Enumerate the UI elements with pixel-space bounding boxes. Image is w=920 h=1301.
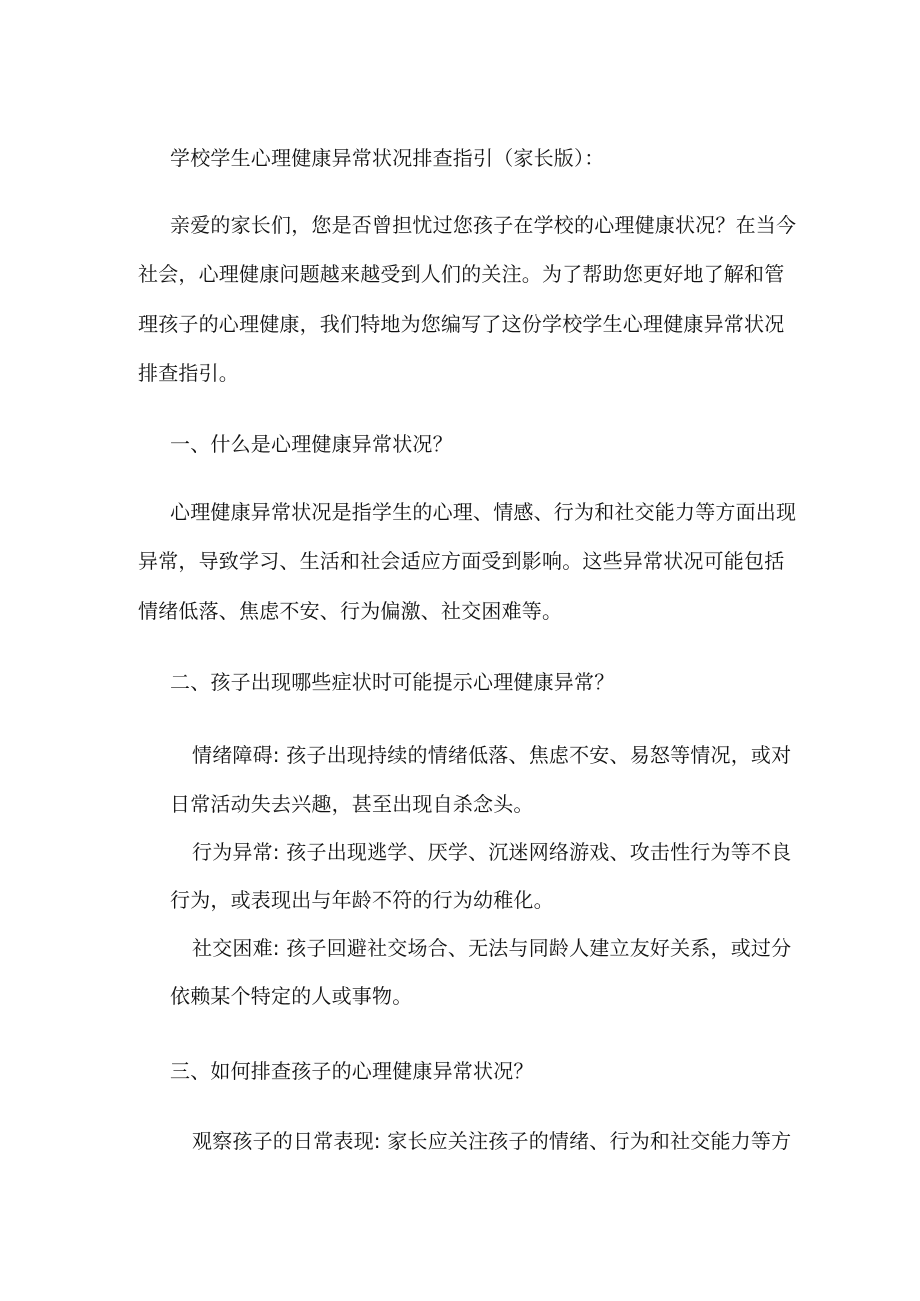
section2-item2-line-2: 行为，或表现出与年龄不符的行为幼稚化。 (170, 888, 554, 912)
section3-line-1: 观察孩子的日常表现: 家长应关注孩子的情绪、行为和社交能力等方 (192, 1129, 792, 1153)
intro-line-2: 社会，心理健康问题越来越受到人们的关注。为了帮助您更好地了解和管 (138, 262, 785, 286)
section2-item2-line-1: 行为异常: 孩子出现逃学、厌学、沉迷网络游戏、攻击性行为等不良 (192, 840, 792, 864)
section2-item3-line-1: 社交困难: 孩子回避社交场合、无法与同龄人建立友好关系，或过分 (192, 936, 792, 960)
section2-heading: 二、孩子出现哪些症状时可能提示心理健康异常？ (170, 670, 615, 694)
section1-heading: 一、什么是心理健康异常状况？ (170, 432, 453, 456)
section2-item1-line-1: 情绪障碍: 孩子出现持续的情绪低落、焦虑不安、易怒等情况，或对 (192, 743, 792, 767)
intro-line-1: 亲爱的家长们，您是否曾担忧过您孩子在学校的心理健康状况？在当今 (170, 213, 797, 237)
section1-line-1: 心理健康异常状况是指学生的心理、情感、行为和社交能力等方面出现 (170, 500, 797, 524)
section1-line-2: 异常，导致学习、生活和社会适应方面受到影响。这些异常状况可能包括 (138, 549, 785, 573)
section3-heading: 三、如何排查孩子的心理健康异常状况？ (170, 1059, 534, 1083)
section1-line-3: 情绪低落、焦虑不安、行为偏激、社交困难等。 (138, 599, 563, 623)
section2-item3-line-2: 依赖某个特定的人或事物。 (170, 984, 413, 1008)
section2-item1-line-2: 日常活动失去兴趣，甚至出现自杀念头。 (170, 792, 534, 816)
document-title: 学校学生心理健康异常状况排查指引（家长版）： (170, 146, 605, 170)
intro-line-4: 排查指引。 (138, 361, 239, 385)
intro-line-3: 理孩子的心理健康，我们特地为您编写了这份学校学生心理健康异常状况 (138, 312, 785, 336)
